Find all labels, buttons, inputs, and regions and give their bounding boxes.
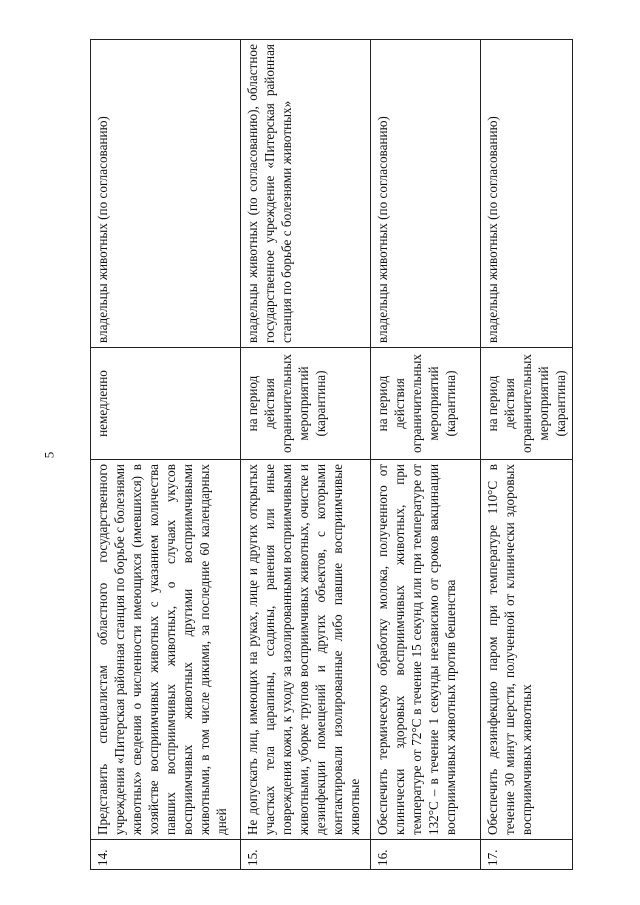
table-row [481, 40, 573, 870]
row-action: Не допускать лиц, имеющих на руках, лице и других открытых участках тела царапины, ссадины, ранения или иные повреждения кожи, к уходу за изолированными восприимчивыми животными, уборке трупов восприимчивых животных, очистке и дезинфекции помещений и других объектов, с которыми контактировали изолированные либо павшие восприимчивые животные [241, 460, 371, 840]
row-responsible: владельцы животных (по согласованию) [371, 40, 481, 348]
table-row [371, 40, 481, 870]
table-row [91, 40, 241, 870]
row-action: Представить специалистам областного государственного учреждения «Питерская районная станция по борьбе с болезнями животных» сведения о численности имеющихся (имевшихся) в хозяйстве восприимчивых животных с указанием количества павших восприимчивых животных, о случаях укусов восприимчивых животных другими восприимчивыми животными, в том числе дикими, за последние 60 календарных дней [91, 460, 241, 840]
row-number: 15. [241, 840, 371, 870]
table-row [241, 40, 371, 870]
page-number: 5 [41, 451, 57, 459]
row-term: немедленно [91, 348, 241, 460]
measures-table [90, 39, 573, 870]
row-term: на период действия ограничительных мероприятий (карантина) [371, 348, 481, 460]
row-action: Обеспечить термическую обработку молока, полученного от клинически здоровых восприимчивых животных, при температуре от 72°С в течение 15 секунд или при температуре от 132°С – в течение 1 секунды независимо от сроков вакцинации восприимчивых животных против бешенства [371, 460, 481, 840]
row-number: 14. [91, 840, 241, 870]
row-term: на период действия ограничительных мероприятий (карантина) [481, 348, 573, 460]
row-term: на период действия ограничительных мероприятий (карантина) [241, 348, 371, 460]
row-responsible: владельцы животных (по согласованию), областное государственное учреждение «Питерская районная станция по борьбе с болезнями животных» [241, 40, 371, 348]
row-number: 17. [481, 840, 573, 870]
row-action: Обеспечить дезинфекцию паром при температуре 110°С в течение 30 минут шерсти, полученной от клинически здоровых восприимчивых животных [481, 460, 573, 840]
measures-table-container [90, 40, 568, 870]
row-number: 16. [371, 840, 481, 870]
row-responsible: владельцы животных (по согласованию) [481, 40, 573, 348]
row-responsible: владельцы животных (по согласованию) [91, 40, 241, 348]
